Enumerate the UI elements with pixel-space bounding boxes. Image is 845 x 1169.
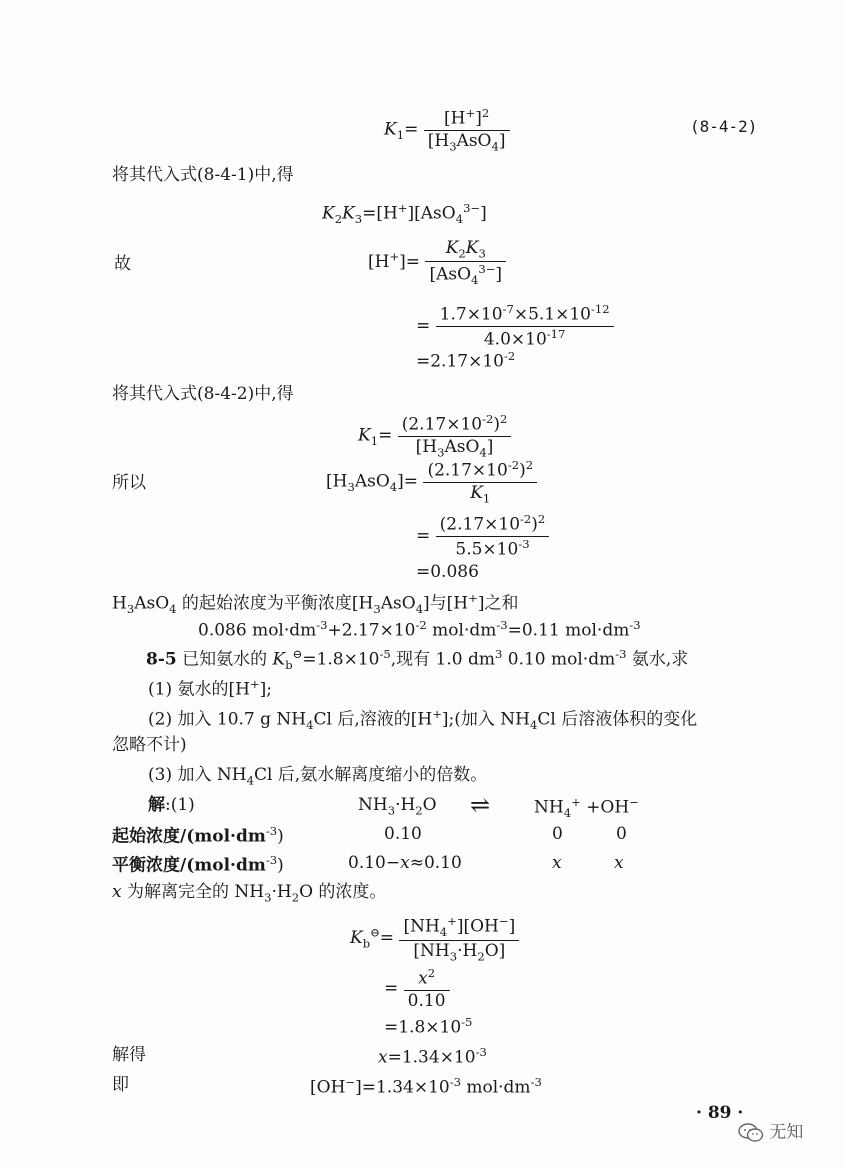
- solution-label: 解:(1): [148, 795, 195, 815]
- row-equilibrium-nh3: 0.10−x≈0.10: [348, 853, 462, 873]
- question-2-continued: 忽略不计): [112, 735, 187, 755]
- equation-k1-substituted: $K_1=$ $\frac{(2.17\times 10^{-2})^2}{[H_3AsO_4]}$: [358, 412, 511, 460]
- text-substitute-2: 将其代入式(8-4-2)中,得: [112, 384, 294, 404]
- text-sum: 0.086 $mol\cdot dm^{-3}+2.17\times 10^{-2}$ $mol\cdot dm^{-3}=0.11$ $mol\cdot dm^{-3}$: [198, 618, 641, 641]
- equation-kb-x: = $\frac{x^2}{0.10}$: [384, 966, 450, 1012]
- reaction-products: $NH_4^+ +OH^-$: [534, 795, 639, 821]
- row-equilibrium-nh4: x: [552, 853, 562, 873]
- equation-kb: $K_b^⊖=$ $\frac{[NH_4^+][OH^-]}{[NH_3\cdot H_2O]}$: [350, 914, 519, 963]
- row-initial-label: 起始浓度$/(mol\cdot dm^{-3})$: [112, 824, 284, 847]
- text-initial-concentration: $H_3AsO_4$ 的起始浓度为平衡浓度$[H_3AsO_4]$与[H+]之和: [112, 591, 519, 617]
- equation-h-plus-values: = $\frac{1.7\times 10^{-7}\times 5.1\times 10^{-12}}{4.0\times 10^{-17}}$: [416, 302, 614, 351]
- equation-h3aso4-values: = $\frac{(2.17\times 10^{-2})^2}{5.5\times 10^{-3}}$: [416, 512, 549, 561]
- row-initial-oh: 0: [616, 824, 627, 844]
- equation-h3aso4: $[H_3AsO_4]=$ $\frac{(2.17\times 10^{-2})^2}{K_1}$: [326, 458, 537, 506]
- label-namely: 即: [112, 1075, 129, 1095]
- question-3: (3) 加入 $NH_4Cl$ 后,氨水解离度缩小的倍数。: [148, 765, 488, 788]
- label-therefore: 故: [114, 254, 131, 274]
- row-equilibrium-oh: x: [614, 853, 624, 873]
- equation-h3aso4-result: =0.086: [416, 562, 479, 582]
- text-x-definition: x 为解离完全的 $NH_3\cdot H_2O$ 的浓度。: [112, 882, 387, 905]
- equation-h-plus-result: $=2.17\times 10^{-2}$: [416, 349, 516, 372]
- equation-oh-concentration: $[OH^-]=1.34\times 10^{-3}$ $mol\cdot dm^{-3}$: [310, 1075, 542, 1098]
- equation-k2k3: $K_2K_3=[H^+][AsO_4^{3-}]$: [322, 201, 487, 227]
- question-2: (2) 加入 10.7 g $NH_4Cl$ 后,溶液的[H+];(加入 $NH_4Cl$ 后溶液体积的变化: [148, 707, 698, 733]
- equation-h-plus: [H+]= $\frac{K_2K_3}{[AsO_4^{3-}]}$: [368, 238, 506, 287]
- watermark: [738, 1122, 803, 1144]
- equilibrium-arrow: ⇌: [470, 791, 491, 819]
- wechat-icon: [738, 1122, 764, 1144]
- equation-k1: $K_1=$ $\frac{[H^+]^2}{[H_3AsO_4]}$: [384, 106, 510, 154]
- problem-statement: 8-5 已知氨水的 $K_b^⊖=1.8\times 10^{-5}$,现有 1.0 $dm^3$ 0.10 $mol\cdot dm^{-3}$ 氨水,求: [146, 647, 689, 673]
- equation-x-value: $x=1.34\times 10^{-3}$: [378, 1045, 487, 1068]
- row-initial-nh4: 0: [552, 824, 563, 844]
- label-so: 所以: [112, 473, 146, 493]
- row-equilibrium-label: 平衡浓度$/(mol\cdot dm^{-3})$: [112, 853, 284, 876]
- row-initial-nh3: 0.10: [384, 824, 422, 844]
- text-substitute-1: 将其代入式(8-4-1)中,得: [112, 165, 294, 185]
- reaction-reactant: $NH_3\cdot H_2O$: [358, 795, 437, 818]
- question-1: (1) 氨水的[H+];: [148, 677, 273, 700]
- label-solved: 解得: [112, 1045, 146, 1065]
- watermark-text: 无知: [769, 1122, 804, 1143]
- page-number: · 89 ·: [696, 1103, 744, 1123]
- equation-number: (8-4-2): [690, 117, 758, 136]
- equation-kb-value: $=1.8\times 10^{-5}$: [384, 1015, 473, 1038]
